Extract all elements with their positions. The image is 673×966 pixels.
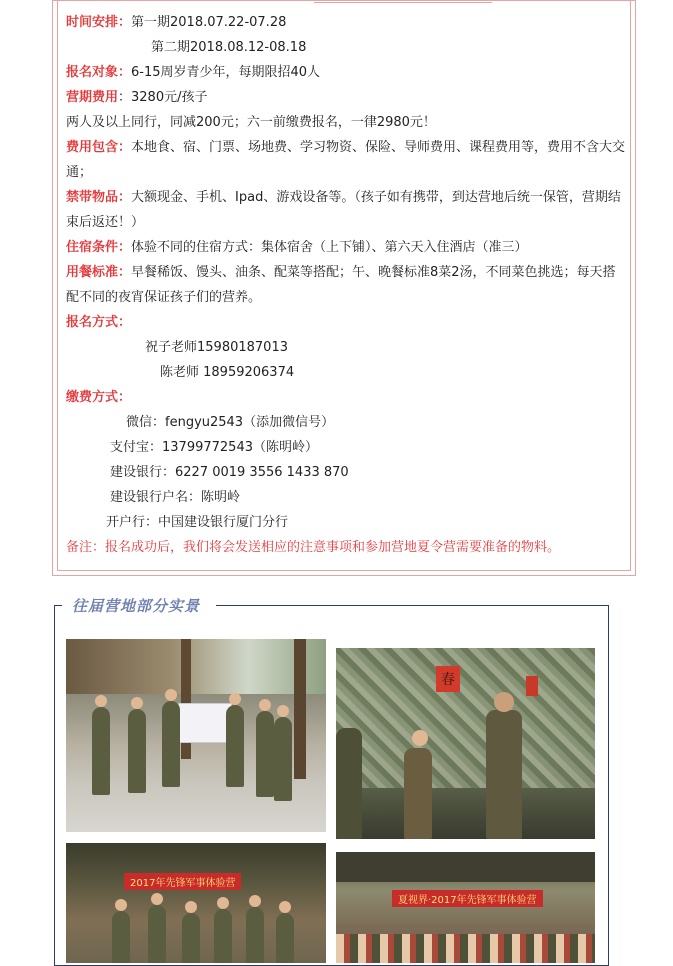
signup-label: 报名方式： (66, 315, 132, 330)
includes-label: 费用包含： (66, 140, 132, 155)
child-figure (162, 701, 180, 787)
child-head (229, 693, 241, 705)
gallery-frame-top-right (216, 605, 608, 606)
child-head (259, 699, 271, 711)
instructor-figure (486, 710, 522, 839)
child-figure (226, 705, 244, 787)
lodging-row (66, 235, 663, 260)
child-head (131, 697, 143, 709)
payment-row (66, 385, 663, 410)
contact-row-2 (160, 360, 663, 385)
payment-label: 缴费方式： (66, 390, 132, 405)
child-figure (214, 909, 232, 963)
fee-label: 营期费用 (66, 90, 119, 105)
items-row (66, 185, 626, 235)
audience-text: 6-15周岁青少年，每期限招40人 (131, 65, 321, 80)
schedule-row-2 (151, 35, 663, 60)
includes-text: 本地食、宿、门票、场地费、学习物资、保险、导师费用、课程费用等，费用不含大交通； (66, 140, 626, 180)
child-head (115, 899, 127, 911)
payment-alipay: 支付宝：13799772543（陈明岭） (110, 440, 318, 455)
group-photo-banner (66, 843, 326, 963)
child-figure (182, 913, 200, 963)
child-head (165, 689, 177, 701)
contact-2: 陈老师 18959206374 (160, 365, 295, 380)
schedule-row-1 (66, 10, 663, 35)
schedule-label: 时间安排： (66, 15, 132, 30)
child-figure (112, 911, 130, 963)
payment-wechat-row (126, 410, 663, 435)
child-head (412, 730, 428, 746)
child-head (151, 893, 163, 905)
child-figure (404, 748, 432, 839)
signup-row (66, 310, 663, 335)
includes-row (66, 135, 626, 185)
contact-1: 祝子老师15980187013 (145, 340, 288, 355)
items-label: 禁带物品： (66, 190, 132, 205)
items-text: 大额现金、手机、Ipad、游戏设备等。（孩子如有携带，到达营地后统一保管，营期结束后返还！） (66, 190, 621, 230)
audience-row (66, 60, 663, 85)
payment-account-row (110, 485, 663, 510)
poster-board (178, 703, 232, 743)
top-notch-divider (314, 0, 492, 3)
fee-text: ：3280元/孩子 (118, 90, 208, 105)
stage-banner: 夏视界·2017年先锋军事体验营 (392, 890, 543, 907)
note-row (66, 535, 663, 560)
fee-row (66, 85, 663, 110)
gallery-frame-top-left (54, 605, 62, 606)
lodging-text: 体验不同的住宿方式：集体宿舍（上下铺）、第六天入住酒店（准三） (131, 240, 528, 255)
meals-text: 早餐稀饭、馒头、油条、配菜等搭配；午、晚餐标准8菜2汤，不同菜色挑选；每天搭配不同的夜宵保证孩子们的营养。 (66, 265, 616, 305)
pillar (294, 639, 306, 779)
discount-text: 两人及以上同行，同减200元；六一前缴费报名，一律2980元！ (66, 115, 436, 130)
instructor-head (494, 692, 514, 712)
payment-alipay-row (110, 435, 663, 460)
group-photo-poster (66, 639, 326, 832)
roof-beams (66, 639, 326, 694)
child-figure (246, 907, 264, 963)
child-figure (148, 905, 166, 963)
child-figure (92, 707, 110, 795)
stage-photo (336, 852, 595, 963)
high-five-photo (336, 648, 595, 839)
schedule-session-2: 第二期2018.08.12-08.18 (151, 40, 307, 55)
lodging-label: 住宿条件： (66, 240, 132, 255)
child-figure (274, 717, 292, 801)
discount-row (66, 110, 663, 135)
payment-bank-row (110, 460, 663, 485)
camouflage-net (336, 648, 595, 788)
children-rows (336, 934, 595, 963)
payment-account-name: 建设银行户名：陈明岭 (110, 490, 241, 505)
child-figure (276, 913, 294, 963)
red-lantern (526, 676, 538, 696)
roof (336, 852, 595, 882)
payment-bank: 建设银行：6227 0019 3556 1433 870 (110, 465, 349, 480)
child-head (185, 901, 197, 913)
child-figure (128, 709, 146, 793)
child-head (277, 705, 289, 717)
audience-label: 报名对象： (66, 65, 132, 80)
meals-row (66, 260, 626, 310)
child-head (95, 695, 107, 707)
camp-banner: 2017年先锋军事体验营 (124, 873, 241, 890)
red-sign: 春 (436, 666, 460, 692)
contact-row-1 (145, 335, 663, 360)
gallery-title: 往届营地部分实景 (72, 597, 201, 615)
child-head (279, 901, 291, 913)
payment-wechat: 微信：fengyu2543（添加微信号） (126, 415, 335, 430)
child-figure (256, 711, 274, 797)
payment-branch: 开户行：中国建设银行厦门分行 (106, 515, 289, 530)
note-text: 备注：报名成功后，我们将会发送相应的注意事项和参加营地夏令营需要准备的物料。 (66, 540, 561, 555)
child-head (249, 895, 261, 907)
schedule-session-1: 第一期2018.07.22-07.28 (131, 15, 287, 30)
payment-branch-row (106, 510, 663, 535)
meals-label: 用餐标准： (66, 265, 132, 280)
person-figure (336, 728, 362, 839)
child-head (217, 897, 229, 909)
